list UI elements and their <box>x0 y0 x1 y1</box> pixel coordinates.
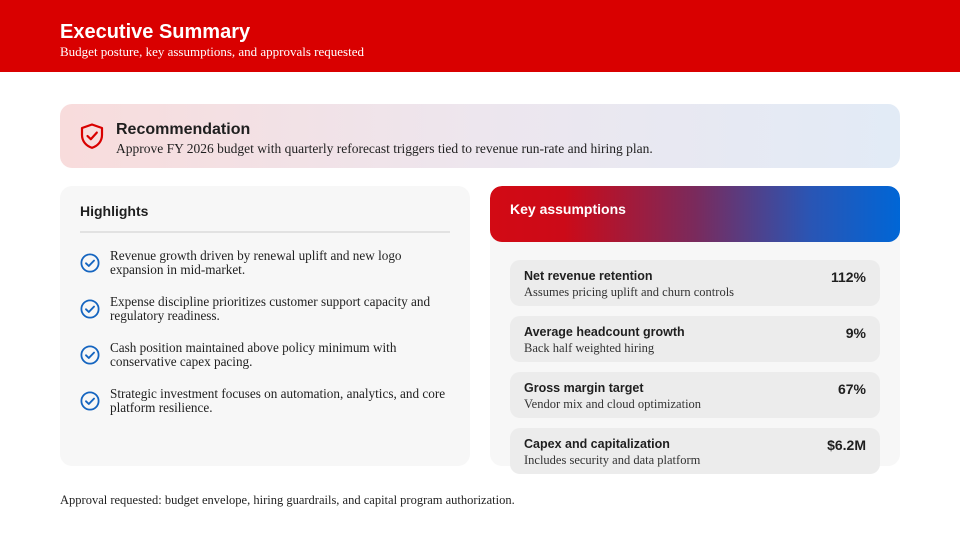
assumption-description: Includes security and data platform <box>524 453 701 467</box>
assumption-description: Assumes pricing uplift and churn controls <box>524 285 735 299</box>
page-subtitle: Budget posture, key assumptions, and approvals requested <box>60 44 364 59</box>
assumption-value: 112% <box>830 269 866 285</box>
assumption-item <box>510 428 880 474</box>
approval-footer: Approval requested: budget envelope, hiring guardrails, and capital program authorization. <box>60 493 515 507</box>
assumption-label: Net revenue retention <box>524 269 653 283</box>
highlights-list <box>80 249 452 433</box>
recommendation-panel <box>60 104 900 168</box>
recommendation-title: Recommendation <box>116 121 251 138</box>
highlight-item <box>80 249 452 295</box>
assumption-item <box>510 260 880 306</box>
assumption-label: Capex and capitalization <box>524 437 670 451</box>
assumptions-list <box>510 260 880 484</box>
assumptions-title: Key assumptions <box>510 201 626 217</box>
assumption-value: 67% <box>837 381 866 397</box>
assumption-label: Average headcount growth <box>524 325 685 339</box>
assumptions-header <box>490 186 900 242</box>
highlight-item <box>80 295 452 341</box>
highlight-text: Expense discipline prioritizes customer support capacity and regulatory readiness. <box>110 294 431 323</box>
check-circle-icon <box>80 299 100 319</box>
assumption-label: Gross margin target <box>524 381 644 395</box>
highlight-text: Cash position maintained above policy minimum with conservative capex pacing. <box>110 340 397 369</box>
check-circle-icon <box>80 391 100 411</box>
shield-check-icon <box>80 123 104 149</box>
assumption-description: Back half weighted hiring <box>524 341 655 355</box>
header-banner <box>0 0 960 72</box>
highlights-title: Highlights <box>80 203 149 219</box>
recommendation-text: Approve FY 2026 budget with quarterly reforecast triggers tied to revenue run-rate and hiring plan. <box>116 141 653 156</box>
highlights-card <box>60 186 470 466</box>
check-circle-icon <box>80 345 100 365</box>
highlights-divider <box>80 231 450 233</box>
assumption-value: $6.2M <box>827 437 866 453</box>
page-title: Executive Summary <box>60 21 251 43</box>
assumption-value: 9% <box>845 325 866 341</box>
highlight-text: Revenue growth driven by renewal uplift and new logo expansion in mid-market. <box>110 248 402 277</box>
assumption-item <box>510 372 880 418</box>
highlight-item <box>80 387 452 433</box>
highlight-item <box>80 341 452 387</box>
check-circle-icon <box>80 253 100 273</box>
assumption-item <box>510 316 880 362</box>
highlight-text: Strategic investment focuses on automation, analytics, and core platform resilience. <box>110 386 446 415</box>
assumption-description: Vendor mix and cloud optimization <box>524 397 702 411</box>
